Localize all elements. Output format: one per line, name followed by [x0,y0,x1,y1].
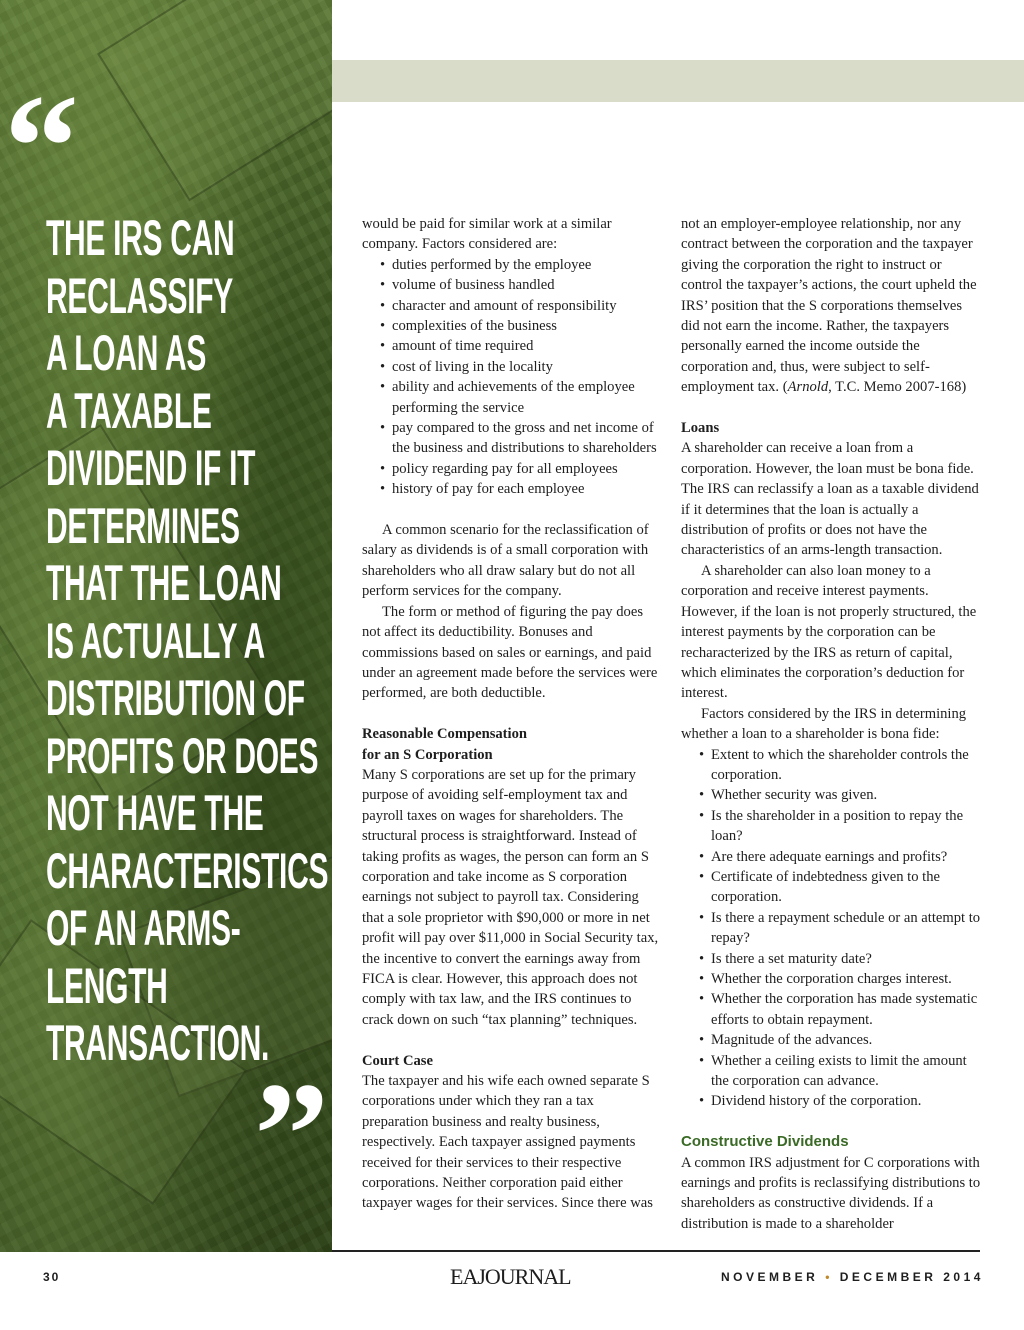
list-item: • amount of time required [380,336,662,356]
pull-quote-line: THAT THE LOAN [46,555,282,611]
list-item: • policy regarding pay for all employees [380,459,662,479]
paragraph: The taxpayer and his wife each owned separate S corporations under which they ran a tax preparation business and realty business, respectively. Each taxpayer assigned payments received for their services to their respective corporations. Neither corporation paid either taxpayer wages for their services. Since there was [362,1073,653,1212]
issue-month-year: DECEMBER 2014 [839,1270,984,1284]
list-item: • character and amount of responsibility [380,296,662,316]
pull-quote-line: DISTRIBUTION OF [46,670,305,726]
pull-quote-line: LENGTH [46,957,168,1014]
pull-quote-line: DETERMINES [46,497,240,554]
section-heading: Constructive Dividends [681,1133,849,1151]
footer-rule [332,1250,980,1252]
article-column-1 [362,214,662,1214]
list-item: • ability and achievements of the employee performing the service [380,377,662,418]
paragraph-text: , T.C. Memo 2007-168) [828,379,967,396]
section-heading-line: Reasonable Compensation [362,726,528,743]
list-item: • Extent to which the shareholder controls the corporation. [699,745,981,786]
pull-quote-line: CHARACTERISTICS [46,842,329,899]
close-quote-mark: ” [254,1052,329,1218]
open-quote-mark: “ [4,64,79,230]
paragraph [681,214,981,398]
pull-quote-line: IS ACTUALLY A [46,612,265,669]
pull-quote-line: NOT HAVE THE [46,785,264,841]
pull-quote-line: THE IRS CAN [46,210,235,266]
article-column-2 [681,214,981,1234]
pull-quote-line: DIVIDEND IF IT [46,440,256,496]
header-band [332,60,1024,102]
pull-quote-line: A LOAN AS [46,325,207,381]
list-item: • Is the shareholder in a position to repay the loan? [699,806,981,847]
case-name: Arnold [787,379,829,396]
paragraph: Factors considered by the IRS in determining whether a loan to a shareholder is bona fide: [681,705,967,743]
list-item: • Is there a set maturity date? [699,949,981,969]
list-item: • volume of business handled [380,275,662,295]
pull-quote-line: OF AN ARMS- [46,900,241,956]
journal-logo: EAJOURNAL [450,1264,571,1289]
section-heading: Court Case [362,1052,433,1069]
paragraph: The form or method of figuring the pay does not affect its deductibility. Bonuses and commissions based on sales or earnings, and paid under an agreement made before the services were performed, are both deductible. [362,603,658,702]
pull-quote-line: RECLASSIFY [46,267,234,324]
list-item: • cost of living in the locality [380,357,662,377]
paragraph: Many S corporations are set up for the primary purpose of avoiding self-employment tax and payroll taxes on wages for shareholders. The structural process is straightforward. Instead of taking profits as wages, the person can form an S corporation and take income as S corporation earnings not subject to payroll tax. Considering that a sole proprietor with $90,000 or more in net profit will pay over $11,000 in Social Security tax, the incentive to convert the earnings away from FICA is clear. However, this approach does not comply with tax law, and the IRS continues to crack down on such “tax planning” techniques. [362,766,659,1028]
banknote-image [97,0,332,201]
separator-dot: • [825,1270,833,1284]
paragraph: A shareholder can receive a loan from a corporation. However, the loan must be bona fide. The IRS can reclassify a loan as a taxable dividend if it determines that the loan is actually a distribution of profits or does not have the characteristics of an arms-length transaction. [681,440,979,559]
list-item: • Whether a ceiling exists to limit the amount the corporation can advance. [699,1051,981,1092]
section-heading [362,724,662,765]
list-item: • duties performed by the employee [380,255,662,275]
money-photo-panel [0,0,332,1252]
section-heading-line: for an S Corporation [362,746,493,763]
list-item: • Whether the corporation charges interest. [699,969,981,989]
compensation-factors-list [362,255,662,500]
paragraph: would be paid for similar work at a similar company. Factors considered are: [362,216,612,253]
issue-month: NOVEMBER [721,1270,819,1284]
list-item: • Is there a repayment schedule or an attempt to repay? [699,908,981,949]
loan-factors-list [681,745,981,1112]
list-item: • Certificate of indebtedness given to the corporation. [699,867,981,908]
section-heading: Loans [681,420,720,437]
list-item: • Are there adequate earnings and profits? [699,847,981,867]
paragraph-text: not an employer-employee relationship, nor any contract between the corporation and the taxpayer giving the corporation the right to instruct or control the taxpayer’s actions, the court upheld the IRS’ position that the S corporations themselves did not earn the income. Rather, the taxpayers personally earned the income outside the corporation and, thus, were subject to self-employment tax. ( [681,216,977,396]
list-item: • history of pay for each employee [380,479,662,499]
list-item: • Magnitude of the advances. [699,1030,981,1050]
pull-quote-line: PROFITS OR DOES [46,727,319,784]
paragraph: A common scenario for the reclassification of salary as dividends is of a small corporation with shareholders who all draw salary but do not all perform services for the company. [362,522,649,600]
page-number: 30 [43,1270,61,1284]
list-item: • Dividend history of the corporation. [699,1091,981,1111]
issue-date [721,1270,984,1284]
paragraph: A shareholder can also loan money to a corporation and receive interest payments. However, if the loan is not properly structured, the interest payments by the corporation can be recharacterized by the IRS as return of capital, which eliminates the corporation’s deduction for interest. [681,562,977,702]
pull-quote [46,210,328,1073]
pull-quote-line: A TAXABLE [46,382,212,439]
list-item: • complexities of the business [380,316,662,336]
paragraph: A common IRS adjustment for C corporations with earnings and profits is reclassifying distributions to shareholders as constructive dividends. If a distribution is made to a shareholder [681,1154,981,1232]
list-item: • Whether the corporation has made systematic efforts to obtain repayment. [699,989,981,1030]
list-item: • Whether security was given. [699,785,981,805]
pull-quote-line: TRANSACTION. [46,1015,270,1071]
list-item: • pay compared to the gross and net income of the business and distributions to shareholders [380,418,662,459]
